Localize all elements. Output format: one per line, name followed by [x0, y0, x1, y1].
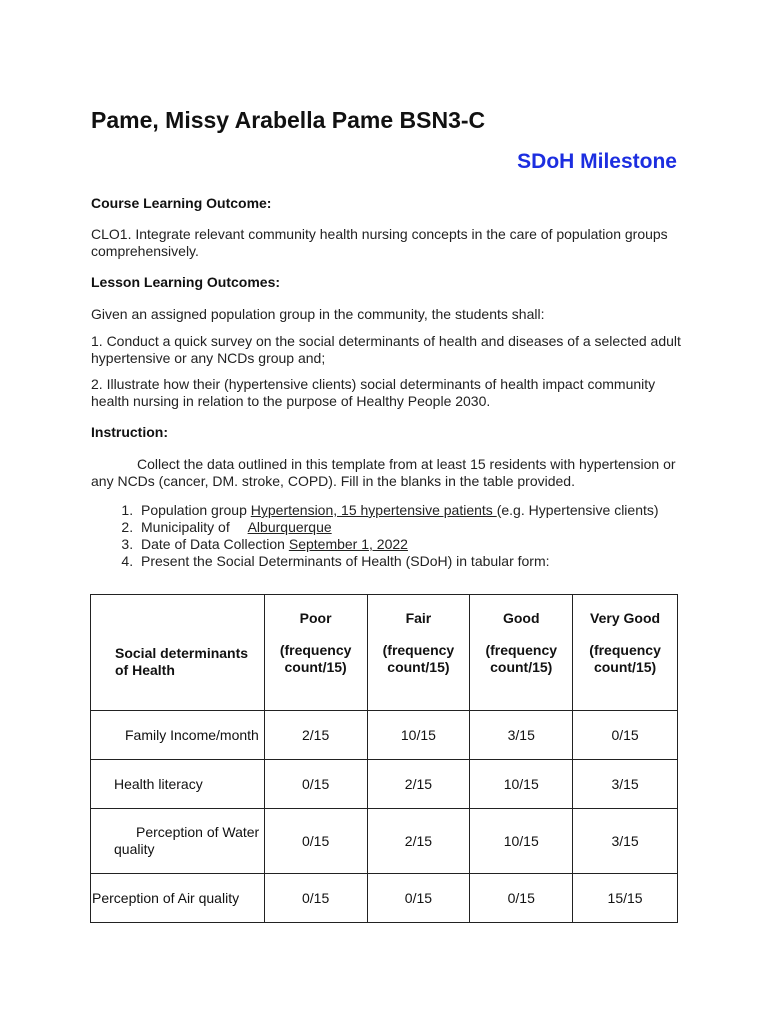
table-row [91, 874, 678, 923]
step-population-group [137, 502, 697, 519]
lesson-outcome-item-2: 2. Illustrate how their (hypertensive clients) social determinants of health impact community health nursing in relation to the purpose of Healthy People 2030. [91, 376, 656, 409]
table-row [91, 809, 678, 874]
course-outcome-heading: Course Learning Outcome: [91, 195, 272, 211]
lesson-outcomes-heading: Lesson Learning Outcomes: [91, 274, 281, 290]
row-label: Perception of Water quality [91, 809, 265, 874]
table-cell: 2/15 [367, 760, 470, 809]
collection-date-value: September 1, 2022 [288, 536, 408, 552]
step-present-table [137, 553, 697, 570]
step-municipality [137, 519, 697, 536]
column-header-very-good: Very Good (frequency count/15) [573, 595, 678, 711]
table-row [91, 760, 678, 809]
steps-list [91, 502, 697, 570]
course-outcome-text: CLO1. Integrate relevant community health nursing concepts in the care of population groups comprehensively. [91, 226, 668, 259]
table-cell: 0/15 [264, 760, 367, 809]
student-name-title: Pame, Missy Arabella Pame BSN3-C [91, 107, 486, 133]
sdoh-table [90, 594, 678, 923]
step-label: Municipality of [141, 519, 234, 535]
column-header-good: Good (frequency count/15) [470, 595, 573, 711]
column-header-fair: Fair (frequency count/15) [367, 595, 470, 711]
population-group-value: Hypertension, 15 hypertensive patients [250, 502, 497, 518]
step-label: Date of Data Collection [141, 536, 289, 552]
table-cell: 10/15 [470, 809, 573, 874]
table-cell: 2/15 [367, 809, 470, 874]
row-label: Perception of Air quality [91, 874, 265, 923]
table-row [91, 711, 678, 760]
table-cell: 0/15 [264, 809, 367, 874]
table-cell: 3/15 [573, 760, 678, 809]
table-cell: 15/15 [573, 874, 678, 923]
table-cell: 10/15 [367, 711, 470, 760]
instruction-text: Collect the data outlined in this template from at least 15 residents with hypertension or any NCDs (cancer, DM. stroke, COPD). Fill in the blanks in the table provided. [91, 456, 676, 489]
table-cell: 3/15 [470, 711, 573, 760]
population-group-hint: (e.g. Hypertensive clients) [496, 502, 659, 518]
table-cell: 0/15 [573, 711, 678, 760]
row-label: Family Income/month [91, 711, 265, 760]
lesson-outcome-item-1: 1. Conduct a quick survey on the social determinants of health and diseases of a selected adult hypertensive or any NCDs group and; [91, 333, 681, 366]
corner-header: Social determinants of Health [91, 595, 265, 711]
table-cell: 0/15 [264, 874, 367, 923]
table-cell: 0/15 [470, 874, 573, 923]
table-cell: 10/15 [470, 760, 573, 809]
milestone-title: SDoH Milestone [517, 150, 677, 173]
step-label: Population group [141, 502, 251, 518]
lesson-outcomes-intro: Given an assigned population group in the community, the students shall: [91, 306, 545, 322]
row-label: Health literacy [91, 760, 265, 809]
instruction-heading: Instruction: [91, 424, 168, 440]
table-cell: 3/15 [573, 809, 678, 874]
step-label: Present the Social Determinants of Health (SDoH) in tabular form: [141, 553, 550, 569]
table-header-row [91, 595, 678, 711]
municipality-value: Alburquerque [247, 519, 332, 535]
table-cell: 0/15 [367, 874, 470, 923]
column-header-poor: Poor (frequency count/15) [264, 595, 367, 711]
table-cell: 2/15 [264, 711, 367, 760]
step-date [137, 536, 697, 553]
